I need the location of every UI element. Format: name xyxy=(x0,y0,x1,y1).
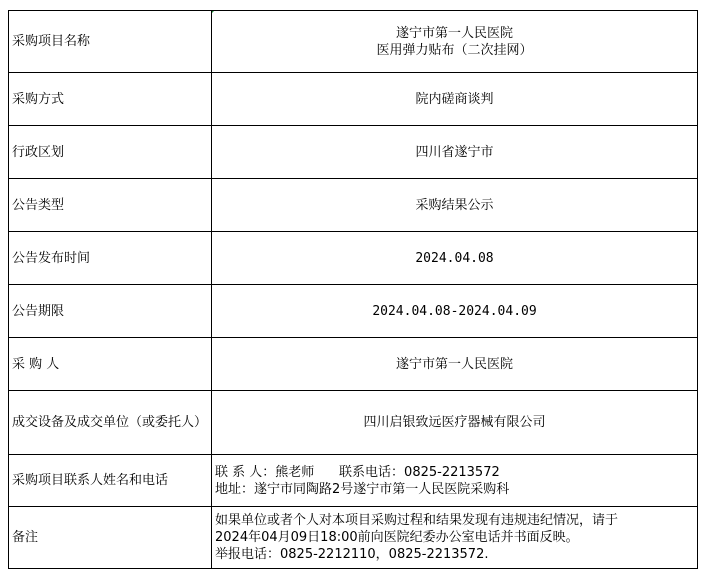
table-row xyxy=(9,232,698,285)
value-project-name xyxy=(212,11,698,73)
value-winner: 四川启银致远医疗器械有限公司 xyxy=(212,391,698,455)
label-project-name: 采购项目名称 xyxy=(9,11,212,73)
remarks-line-1: 如果单位或者个人对本项目采购过程和结果发现有违规违纪情况，请于 xyxy=(215,513,619,528)
value-region: 四川省遂宁市 xyxy=(212,126,698,179)
table-row xyxy=(9,507,698,569)
value-contact xyxy=(212,455,698,507)
label-method: 采购方式 xyxy=(9,73,212,126)
table-row xyxy=(9,73,698,126)
label-publish-time: 公告发布时间 xyxy=(9,232,212,285)
table-row xyxy=(9,338,698,391)
table-row xyxy=(9,455,698,507)
table-row xyxy=(9,285,698,338)
value-remarks xyxy=(212,507,698,569)
value-period: 2024.04.08-2024.04.09 xyxy=(212,285,698,338)
contact-person-phone: 联 系 人：熊老师 联系电话：0825-2213572 xyxy=(215,464,500,480)
table-row xyxy=(9,126,698,179)
table-row xyxy=(9,391,698,455)
label-remarks: 备注 xyxy=(9,507,212,569)
announcement-table xyxy=(8,10,698,569)
remarks-line-2: 2024年04月09日18:00前向医院纪委办公室电话并书面反映。 xyxy=(215,530,579,545)
remarks-line-3: 举报电话：0825-2212110，0825-2213572. xyxy=(215,547,489,562)
value-method: 院内磋商谈判 xyxy=(212,73,698,126)
label-notice-type: 公告类型 xyxy=(9,179,212,232)
table-row xyxy=(9,11,698,73)
label-region: 行政区划 xyxy=(9,126,212,179)
value-notice-type: 采购结果公示 xyxy=(212,179,698,232)
value-publish-time: 2024.04.08 xyxy=(212,232,698,285)
label-contact: 采购项目联系人姓名和电话 xyxy=(9,455,212,507)
table-row xyxy=(9,179,698,232)
project-name-line-1: 遂宁市第一人民医院 xyxy=(395,25,513,41)
label-period: 公告期限 xyxy=(9,285,212,338)
value-purchaser: 遂宁市第一人民医院 xyxy=(212,338,698,391)
project-name-line-2: 医用弹力贴布（二次挂网） xyxy=(376,42,533,58)
contact-address: 地址：遂宁市同陶路2号遂宁市第一人民医院采购科 xyxy=(215,481,510,497)
label-purchaser: 采 购 人 xyxy=(9,338,212,391)
label-winner: 成交设备及成交单位（或委托人） xyxy=(9,391,212,455)
